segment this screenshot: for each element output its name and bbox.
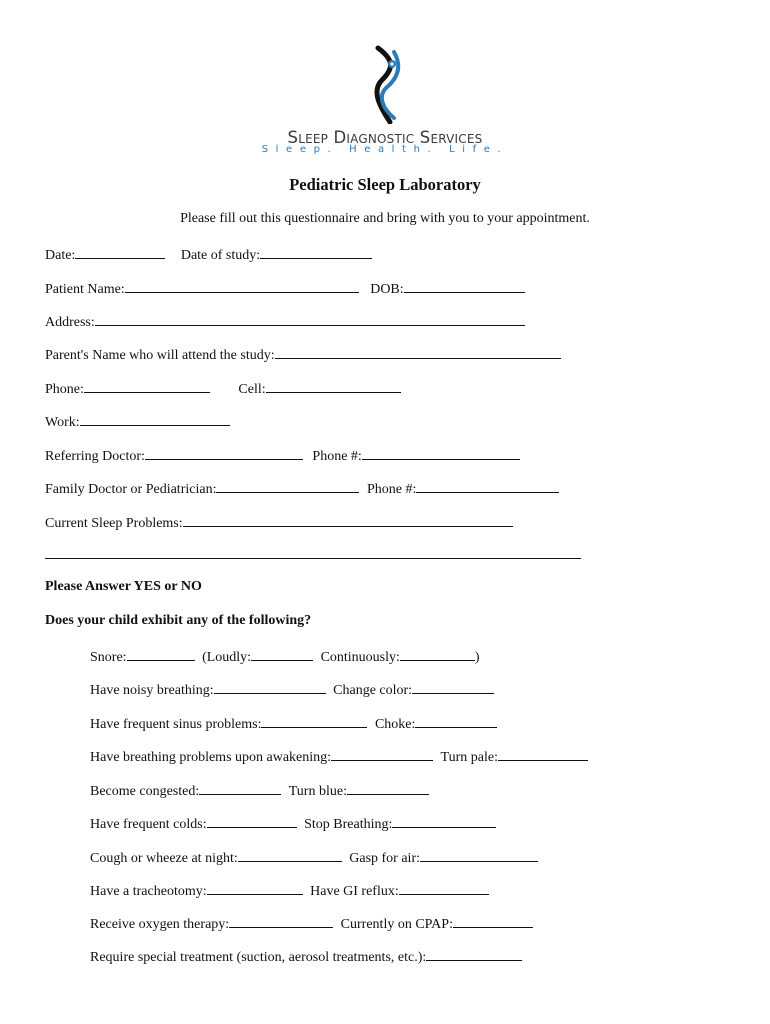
special-treatment-field[interactable] xyxy=(426,947,522,961)
congested-label: Become congested: xyxy=(90,784,200,799)
continuously-field[interactable] xyxy=(400,647,475,661)
change-color-field[interactable] xyxy=(412,680,494,694)
dob-field[interactable] xyxy=(404,279,525,293)
frequent-colds-row xyxy=(90,814,496,834)
phone-row xyxy=(45,379,401,399)
cough-wheeze-label: Cough or wheeze at night: xyxy=(90,851,238,866)
turn-pale-field[interactable] xyxy=(498,747,588,761)
tracheotomy-label: Have a tracheotomy: xyxy=(90,884,207,899)
oxygen-therapy-row xyxy=(90,914,533,934)
loudly-label: (Loudly: xyxy=(202,650,252,665)
referring-phone-label: Phone #: xyxy=(312,449,362,464)
sleep-figure-logo-icon xyxy=(364,42,408,124)
sinus-problems-label: Have frequent sinus problems: xyxy=(90,717,262,732)
company-name: Sleep Diagnostic Services xyxy=(287,128,483,147)
oxygen-therapy-field[interactable] xyxy=(229,914,333,928)
cough-wheeze-row xyxy=(90,848,538,868)
turn-blue-label: Turn blue: xyxy=(288,784,347,799)
breathing-awakening-label: Have breathing problems upon awakening: xyxy=(90,750,332,765)
current-problems-row xyxy=(45,513,513,533)
patient-name-label: Patient Name: xyxy=(45,282,125,297)
family-doctor-phone-label: Phone #: xyxy=(366,482,417,497)
date-row xyxy=(45,245,372,265)
tracheotomy-row xyxy=(90,881,489,901)
parent-name-label: Parent's Name who will attend the study: xyxy=(45,348,275,363)
dob-label: DOB: xyxy=(370,282,404,297)
noisy-breathing-row xyxy=(90,680,494,700)
noisy-breathing-label: Have noisy breathing: xyxy=(90,683,214,698)
sinus-problems-row xyxy=(90,714,497,734)
turn-pale-label: Turn pale: xyxy=(440,750,498,765)
family-doctor-row xyxy=(45,479,559,499)
cpap-field[interactable] xyxy=(453,914,533,928)
cell-field[interactable] xyxy=(266,379,401,393)
gasp-for-air-field[interactable] xyxy=(420,848,538,862)
work-label: Work: xyxy=(45,415,80,430)
gasp-for-air-label: Gasp for air: xyxy=(349,851,421,866)
sinus-problems-field[interactable] xyxy=(261,714,367,728)
parent-name-field[interactable] xyxy=(275,345,561,359)
referring-doctor-row xyxy=(45,446,520,466)
patient-name-row xyxy=(45,279,525,299)
congested-row xyxy=(90,781,429,801)
breathing-awakening-field[interactable] xyxy=(331,747,433,761)
turn-blue-field[interactable] xyxy=(347,781,429,795)
change-color-label: Change color: xyxy=(333,683,413,698)
date-of-study-label: Date of study: xyxy=(180,248,261,263)
frequent-colds-label: Have frequent colds: xyxy=(90,817,207,832)
choke-label: Choke: xyxy=(374,717,416,732)
address-field[interactable] xyxy=(95,312,525,326)
family-doctor-field[interactable] xyxy=(216,479,359,493)
close-paren: ) xyxy=(474,650,480,665)
tracheotomy-field[interactable] xyxy=(207,881,303,895)
special-treatment-row xyxy=(90,947,522,967)
choke-field[interactable] xyxy=(415,714,497,728)
address-row xyxy=(45,312,525,332)
referring-doctor-label: Referring Doctor: xyxy=(45,449,145,464)
gi-reflux-field[interactable] xyxy=(399,881,489,895)
congested-field[interactable] xyxy=(199,781,281,795)
patient-name-field[interactable] xyxy=(125,279,359,293)
family-doctor-phone-field[interactable] xyxy=(416,479,559,493)
special-treatment-label: Require special treatment (suction, aerosol treatments, etc.): xyxy=(90,950,427,965)
phone-label: Phone: xyxy=(45,382,84,397)
answer-yes-no-heading: Please Answer YES or NO xyxy=(45,579,202,594)
family-doctor-label: Family Doctor or Pediatrician: xyxy=(45,482,217,497)
continuously-label: Continuously: xyxy=(320,650,400,665)
breathing-awakening-row xyxy=(90,747,588,767)
form-instructions: Please fill out this questionnaire and bring with you to your appointment. xyxy=(180,211,590,226)
stop-breathing-label: Stop Breathing: xyxy=(304,817,393,832)
exhibit-heading: Does your child exhibit any of the following? xyxy=(45,613,312,628)
company-tagline: Sleep. Health. Life. xyxy=(261,144,509,155)
phone-field[interactable] xyxy=(84,379,210,393)
current-problems-field[interactable] xyxy=(183,513,513,527)
date-field[interactable] xyxy=(75,245,165,259)
date-label: Date: xyxy=(45,248,76,263)
work-row xyxy=(45,412,230,432)
date-of-study-field[interactable] xyxy=(260,245,372,259)
cpap-label: Currently on CPAP: xyxy=(340,917,453,932)
cell-label: Cell: xyxy=(238,382,266,397)
form-title: Pediatric Sleep Laboratory xyxy=(289,175,481,194)
snore-label: Snore: xyxy=(90,650,127,665)
snore-field[interactable] xyxy=(127,647,195,661)
address-label: Address: xyxy=(45,315,95,330)
work-field[interactable] xyxy=(80,412,230,426)
frequent-colds-field[interactable] xyxy=(207,814,297,828)
current-problems-label: Current Sleep Problems: xyxy=(45,516,183,531)
current-problems-continuation-field[interactable] xyxy=(45,558,581,559)
stop-breathing-field[interactable] xyxy=(392,814,496,828)
gi-reflux-label: Have GI reflux: xyxy=(310,884,399,899)
snore-row xyxy=(90,647,480,667)
company-logo xyxy=(0,40,770,165)
referring-doctor-field[interactable] xyxy=(145,446,303,460)
referring-phone-field[interactable] xyxy=(362,446,520,460)
noisy-breathing-field[interactable] xyxy=(214,680,326,694)
parent-name-row xyxy=(45,345,561,365)
cough-wheeze-field[interactable] xyxy=(238,848,342,862)
loudly-field[interactable] xyxy=(251,647,313,661)
oxygen-therapy-label: Receive oxygen therapy: xyxy=(90,917,230,932)
